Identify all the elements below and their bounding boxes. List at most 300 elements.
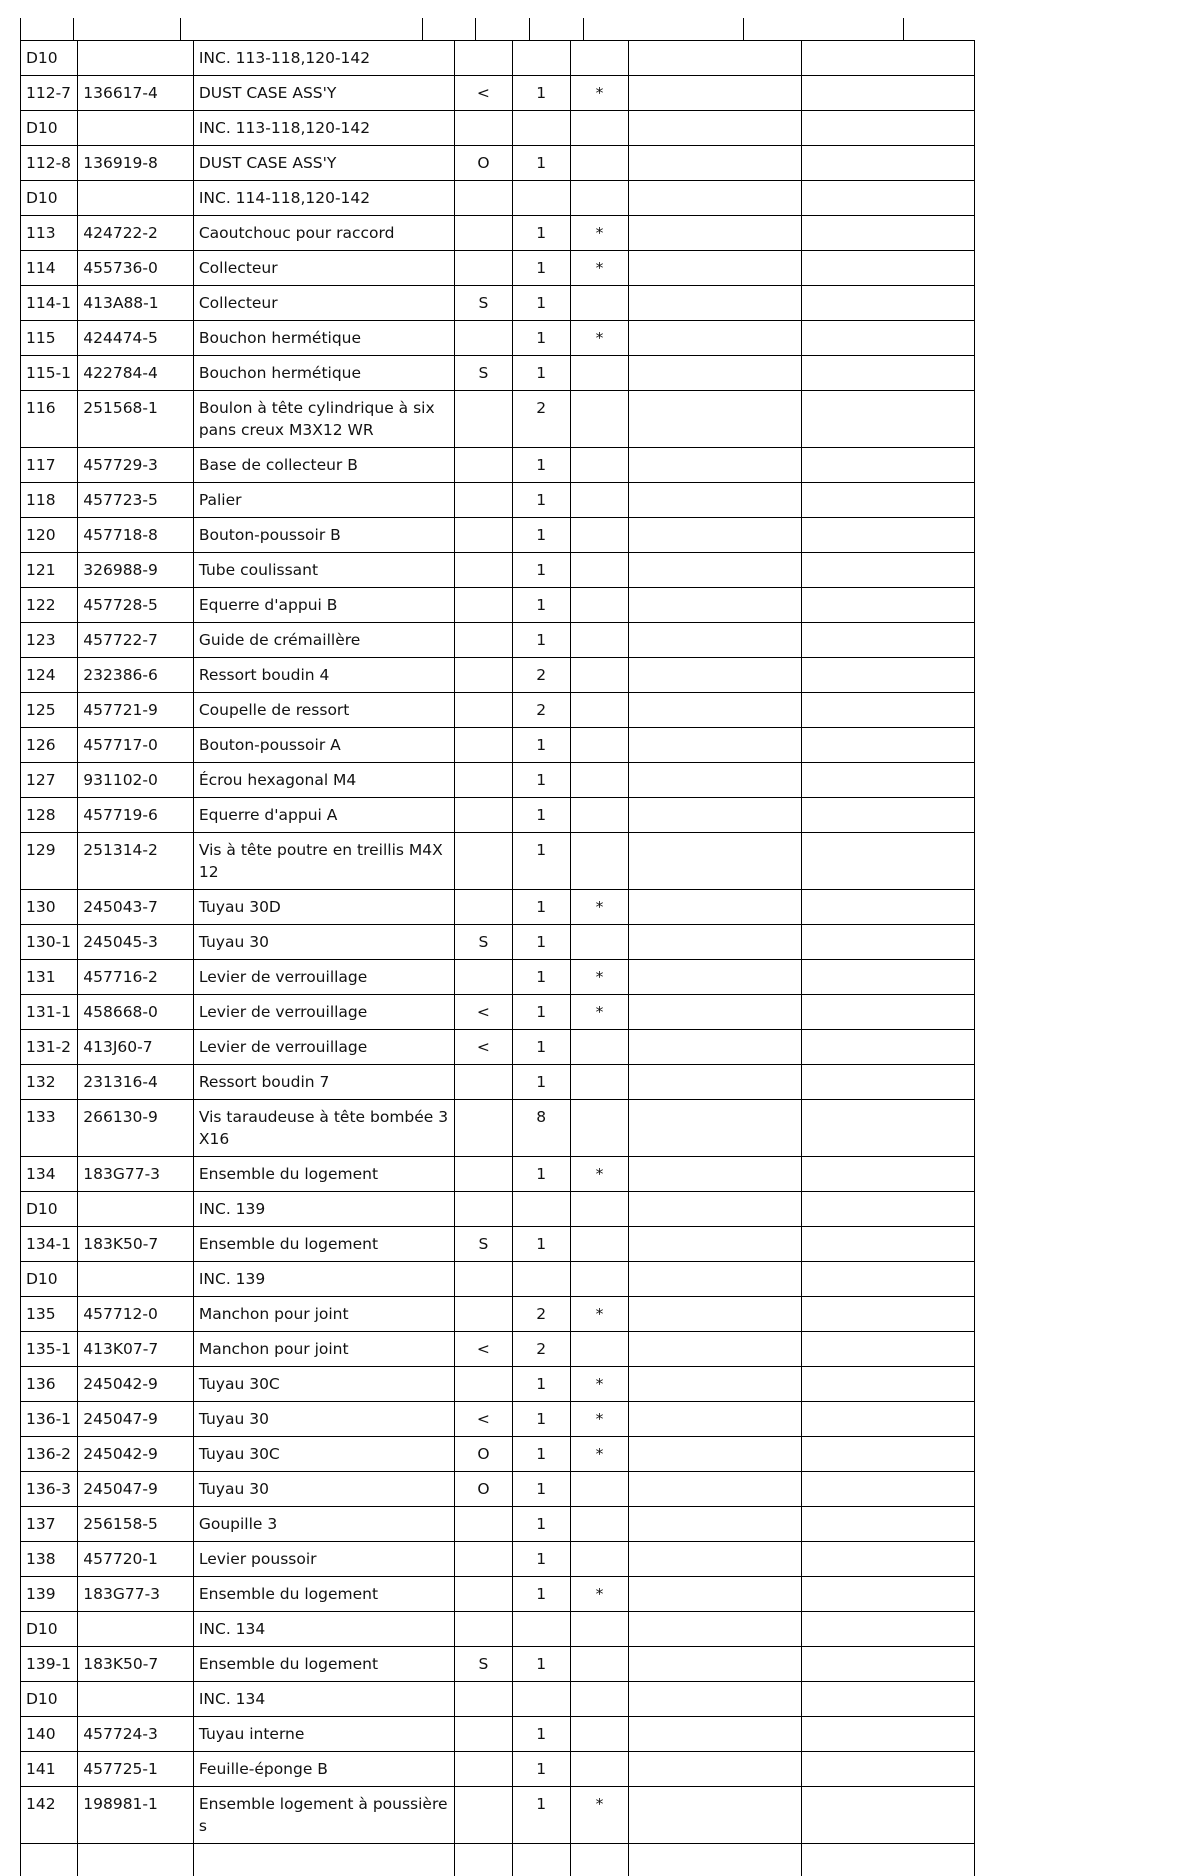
empty-cell — [629, 1612, 802, 1647]
mark-cell: S — [455, 286, 512, 321]
empty-cell — [629, 1030, 802, 1065]
part-number-cell: 458668-0 — [78, 995, 194, 1030]
item-no-cell: 134 — [21, 1157, 78, 1192]
empty-cell — [629, 391, 802, 448]
description-cell: INC. 139 — [193, 1262, 454, 1297]
table-row — [21, 658, 975, 693]
item-no-cell: 141 — [21, 1752, 78, 1787]
part-number-cell — [78, 1262, 194, 1297]
mark-cell: O — [455, 146, 512, 181]
part-number-cell: 457729-3 — [78, 448, 194, 483]
item-no-cell: D10 — [21, 41, 78, 76]
star-cell — [570, 588, 628, 623]
empty-cell — [629, 1297, 802, 1332]
part-number-cell: 231316-4 — [78, 1065, 194, 1100]
table-row — [21, 925, 975, 960]
table-row — [21, 1752, 975, 1787]
description-cell: Base de collecteur B — [193, 448, 454, 483]
table-row — [21, 391, 975, 448]
table-row — [21, 286, 975, 321]
description-cell: Collecteur — [193, 251, 454, 286]
star-cell — [570, 111, 628, 146]
table-row — [21, 1437, 975, 1472]
empty-cell — [802, 483, 975, 518]
empty-cell — [629, 1065, 802, 1100]
mark-cell: S — [455, 1227, 512, 1262]
quantity-cell — [512, 1612, 570, 1647]
table-row — [21, 1065, 975, 1100]
description-cell: Bouchon hermétique — [193, 356, 454, 391]
empty-cell — [21, 1844, 78, 1876]
quantity-cell: 1 — [512, 1752, 570, 1787]
empty-cell — [802, 588, 975, 623]
empty-cell — [802, 1262, 975, 1297]
part-number-cell: 931102-0 — [78, 763, 194, 798]
item-no-cell: 114 — [21, 251, 78, 286]
item-no-cell: D10 — [21, 1192, 78, 1227]
star-cell — [570, 1717, 628, 1752]
star-cell — [570, 391, 628, 448]
mark-cell — [455, 518, 512, 553]
part-number-cell: 457716-2 — [78, 960, 194, 995]
mark-cell: < — [455, 995, 512, 1030]
part-number-cell: 183G77-3 — [78, 1577, 194, 1612]
empty-cell — [629, 1787, 802, 1844]
star-cell — [570, 1100, 628, 1157]
description-cell: DUST CASE ASS'Y — [193, 76, 454, 111]
star-cell — [570, 658, 628, 693]
star-cell — [570, 925, 628, 960]
table-row — [21, 1100, 975, 1157]
item-no-cell: 139-1 — [21, 1647, 78, 1682]
part-number-cell: 422784-4 — [78, 356, 194, 391]
part-number-cell: 457728-5 — [78, 588, 194, 623]
empty-cell — [629, 286, 802, 321]
quantity-cell: 1 — [512, 1717, 570, 1752]
quantity-cell: 1 — [512, 448, 570, 483]
item-no-cell: 137 — [21, 1507, 78, 1542]
empty-cell — [629, 1262, 802, 1297]
item-no-cell: 117 — [21, 448, 78, 483]
item-no-cell: 112-7 — [21, 76, 78, 111]
description-cell: Manchon pour joint — [193, 1332, 454, 1367]
description-cell: Ensemble du logement — [193, 1647, 454, 1682]
item-no-cell: 131 — [21, 960, 78, 995]
table-row — [21, 693, 975, 728]
description-cell: INC. 113-118,120-142 — [193, 111, 454, 146]
empty-cell — [802, 1682, 975, 1717]
empty-cell — [629, 890, 802, 925]
table-row — [21, 728, 975, 763]
part-number-cell — [78, 1682, 194, 1717]
quantity-cell: 1 — [512, 728, 570, 763]
table-row — [21, 1262, 975, 1297]
description-cell: Goupille 3 — [193, 1507, 454, 1542]
table-row — [21, 1682, 975, 1717]
mark-cell — [455, 763, 512, 798]
item-no-cell: 114-1 — [21, 286, 78, 321]
item-no-cell: D10 — [21, 111, 78, 146]
description-cell: Levier poussoir — [193, 1542, 454, 1577]
parts-table — [20, 40, 975, 1876]
star-cell — [570, 448, 628, 483]
empty-cell — [802, 798, 975, 833]
empty-cell — [629, 216, 802, 251]
part-number-cell: 198981-1 — [78, 1787, 194, 1844]
part-number-cell — [78, 111, 194, 146]
description-cell: Bouton-poussoir B — [193, 518, 454, 553]
quantity-cell: 2 — [512, 658, 570, 693]
description-cell: Levier de verrouillage — [193, 995, 454, 1030]
empty-cell — [629, 588, 802, 623]
empty-cell — [802, 693, 975, 728]
part-number-cell: 457718-8 — [78, 518, 194, 553]
part-number-cell: 251568-1 — [78, 391, 194, 448]
empty-cell — [802, 448, 975, 483]
description-cell: Equerre d'appui A — [193, 798, 454, 833]
empty-cell — [802, 623, 975, 658]
star-cell — [570, 1227, 628, 1262]
description-cell: Manchon pour joint — [193, 1297, 454, 1332]
description-cell: Tuyau 30 — [193, 1472, 454, 1507]
item-no-cell: 129 — [21, 833, 78, 890]
empty-cell — [802, 181, 975, 216]
star-cell — [570, 623, 628, 658]
quantity-cell: 1 — [512, 1157, 570, 1192]
empty-cell — [802, 391, 975, 448]
mark-cell — [455, 960, 512, 995]
part-number-cell: 457722-7 — [78, 623, 194, 658]
table-row — [21, 553, 975, 588]
quantity-cell: 1 — [512, 1577, 570, 1612]
mark-cell — [455, 623, 512, 658]
star-cell: * — [570, 1577, 628, 1612]
item-no-cell: 139 — [21, 1577, 78, 1612]
star-cell: * — [570, 1437, 628, 1472]
item-no-cell: 128 — [21, 798, 78, 833]
description-cell: Vis taraudeuse à tête bombée 3X16 — [193, 1100, 454, 1157]
description-cell: Levier de verrouillage — [193, 960, 454, 995]
empty-cell — [802, 1717, 975, 1752]
description-cell: Ensemble du logement — [193, 1577, 454, 1612]
part-number-cell: 245042-9 — [78, 1367, 194, 1402]
table-row — [21, 1332, 975, 1367]
quantity-cell: 1 — [512, 995, 570, 1030]
description-cell: Ressort boudin 7 — [193, 1065, 454, 1100]
description-cell: Feuille-éponge B — [193, 1752, 454, 1787]
description-cell: Tuyau interne — [193, 1717, 454, 1752]
empty-cell — [802, 1787, 975, 1844]
table-row — [21, 448, 975, 483]
item-no-cell: 135-1 — [21, 1332, 78, 1367]
table-row — [21, 833, 975, 890]
empty-cell — [629, 321, 802, 356]
description-cell: Boulon à tête cylindrique à six pans creux M3X12 WR — [193, 391, 454, 448]
mark-cell — [455, 391, 512, 448]
quantity-cell: 1 — [512, 1507, 570, 1542]
table-row — [21, 1192, 975, 1227]
part-number-cell: 326988-9 — [78, 553, 194, 588]
table-row — [21, 623, 975, 658]
description-cell: Levier de verrouillage — [193, 1030, 454, 1065]
table-top-continuation — [20, 18, 975, 40]
empty-cell — [802, 1437, 975, 1472]
quantity-cell: 1 — [512, 763, 570, 798]
star-cell — [570, 1262, 628, 1297]
part-number-cell: 136919-8 — [78, 146, 194, 181]
quantity-cell: 8 — [512, 1100, 570, 1157]
part-number-cell: 251314-2 — [78, 833, 194, 890]
table-row — [21, 1030, 975, 1065]
empty-cell — [629, 833, 802, 890]
item-no-cell: 132 — [21, 1065, 78, 1100]
empty-cell — [802, 518, 975, 553]
mark-cell: S — [455, 1647, 512, 1682]
star-cell — [570, 41, 628, 76]
empty-cell — [802, 216, 975, 251]
star-cell — [570, 1065, 628, 1100]
quantity-cell: 2 — [512, 1297, 570, 1332]
table-row — [21, 1647, 975, 1682]
empty-cell — [629, 1472, 802, 1507]
empty-cell — [629, 623, 802, 658]
description-cell: INC. 139 — [193, 1192, 454, 1227]
description-cell: Tuyau 30 — [193, 925, 454, 960]
empty-cell — [629, 76, 802, 111]
empty-cell — [802, 1612, 975, 1647]
table-row — [21, 41, 975, 76]
mark-cell — [455, 1542, 512, 1577]
empty-cell — [802, 1367, 975, 1402]
mark-cell — [455, 728, 512, 763]
item-no-cell: 116 — [21, 391, 78, 448]
mark-cell — [455, 553, 512, 588]
empty-cell — [193, 1844, 454, 1876]
part-number-cell: 424474-5 — [78, 321, 194, 356]
description-cell: Ensemble du logement — [193, 1157, 454, 1192]
mark-cell — [455, 1787, 512, 1844]
table-row — [21, 1787, 975, 1844]
star-cell: * — [570, 1787, 628, 1844]
quantity-cell — [512, 1682, 570, 1717]
quantity-cell: 1 — [512, 1065, 570, 1100]
mark-cell: S — [455, 925, 512, 960]
part-number-cell: 413K07-7 — [78, 1332, 194, 1367]
empty-cell — [802, 763, 975, 798]
mark-cell — [455, 1262, 512, 1297]
item-no-cell: 136-1 — [21, 1402, 78, 1437]
quantity-cell: 1 — [512, 833, 570, 890]
part-number-cell — [78, 41, 194, 76]
empty-cell — [629, 1682, 802, 1717]
description-cell: Ensemble du logement — [193, 1227, 454, 1262]
star-cell — [570, 356, 628, 391]
star-cell — [570, 181, 628, 216]
description-cell: INC. 114-118,120-142 — [193, 181, 454, 216]
quantity-cell: 1 — [512, 588, 570, 623]
empty-cell — [570, 1844, 628, 1876]
mark-cell: O — [455, 1437, 512, 1472]
empty-cell — [802, 111, 975, 146]
star-cell — [570, 553, 628, 588]
empty-cell — [629, 1157, 802, 1192]
item-no-cell: 115 — [21, 321, 78, 356]
quantity-cell: 1 — [512, 1030, 570, 1065]
empty-cell — [629, 483, 802, 518]
mark-cell — [455, 41, 512, 76]
mark-cell — [455, 693, 512, 728]
part-number-cell: 266130-9 — [78, 1100, 194, 1157]
empty-cell — [629, 111, 802, 146]
mark-cell — [455, 798, 512, 833]
description-cell: INC. 113-118,120-142 — [193, 41, 454, 76]
mark-cell — [455, 1367, 512, 1402]
empty-cell — [802, 286, 975, 321]
empty-cell — [802, 146, 975, 181]
item-no-cell: 115-1 — [21, 356, 78, 391]
mark-cell — [455, 1297, 512, 1332]
part-number-cell: 457725-1 — [78, 1752, 194, 1787]
description-cell: Tuyau 30C — [193, 1437, 454, 1472]
part-number-cell: 183K50-7 — [78, 1227, 194, 1262]
empty-cell — [629, 658, 802, 693]
empty-cell — [629, 1227, 802, 1262]
item-no-cell: 127 — [21, 763, 78, 798]
mark-cell: S — [455, 356, 512, 391]
mark-cell — [455, 483, 512, 518]
mark-cell — [455, 1717, 512, 1752]
quantity-cell: 1 — [512, 251, 570, 286]
item-no-cell: 130-1 — [21, 925, 78, 960]
quantity-cell: 2 — [512, 391, 570, 448]
part-number-cell: 457723-5 — [78, 483, 194, 518]
description-cell: Caoutchouc pour raccord — [193, 216, 454, 251]
mark-cell — [455, 1577, 512, 1612]
table-row — [21, 181, 975, 216]
part-number-cell: 183K50-7 — [78, 1647, 194, 1682]
empty-cell — [802, 1472, 975, 1507]
quantity-cell: 1 — [512, 356, 570, 391]
mark-cell — [455, 1065, 512, 1100]
parts-table-body — [21, 41, 975, 1876]
item-no-cell: 120 — [21, 518, 78, 553]
mark-cell — [455, 1682, 512, 1717]
quantity-cell: 1 — [512, 483, 570, 518]
part-number-cell: 457712-0 — [78, 1297, 194, 1332]
description-cell: Coupelle de ressort — [193, 693, 454, 728]
table-row — [21, 321, 975, 356]
star-cell — [570, 286, 628, 321]
description-cell: Bouchon hermétique — [193, 321, 454, 356]
empty-cell — [802, 251, 975, 286]
table-row — [21, 1367, 975, 1402]
description-cell: Palier — [193, 483, 454, 518]
mark-cell — [455, 1100, 512, 1157]
star-cell — [570, 1647, 628, 1682]
star-cell — [570, 1612, 628, 1647]
mark-cell — [455, 111, 512, 146]
empty-cell — [629, 925, 802, 960]
empty-cell — [802, 658, 975, 693]
item-no-cell: 142 — [21, 1787, 78, 1844]
item-no-cell: 138 — [21, 1542, 78, 1577]
star-cell — [570, 1030, 628, 1065]
star-cell: * — [570, 251, 628, 286]
empty-cell — [629, 995, 802, 1030]
quantity-cell — [512, 181, 570, 216]
star-cell — [570, 1472, 628, 1507]
empty-cell — [802, 76, 975, 111]
star-cell — [570, 798, 628, 833]
mark-cell — [455, 1157, 512, 1192]
mark-cell — [455, 1192, 512, 1227]
item-no-cell: 135 — [21, 1297, 78, 1332]
table-row — [21, 1717, 975, 1752]
empty-cell — [802, 1402, 975, 1437]
item-no-cell: 125 — [21, 693, 78, 728]
part-number-cell: 457720-1 — [78, 1542, 194, 1577]
quantity-cell: 1 — [512, 1647, 570, 1682]
empty-cell — [629, 1192, 802, 1227]
empty-cell — [629, 1542, 802, 1577]
empty-cell — [629, 251, 802, 286]
star-cell — [570, 693, 628, 728]
quantity-cell: 1 — [512, 925, 570, 960]
empty-cell — [629, 1367, 802, 1402]
empty-cell — [802, 925, 975, 960]
part-number-cell: 424722-2 — [78, 216, 194, 251]
table-row — [21, 483, 975, 518]
part-number-cell: 245042-9 — [78, 1437, 194, 1472]
empty-cell — [802, 960, 975, 995]
star-cell: * — [570, 1157, 628, 1192]
quantity-cell: 1 — [512, 553, 570, 588]
table-row — [21, 356, 975, 391]
part-number-cell: 457721-9 — [78, 693, 194, 728]
table-row — [21, 146, 975, 181]
quantity-cell: 1 — [512, 1542, 570, 1577]
star-cell: * — [570, 1367, 628, 1402]
empty-cell — [802, 1192, 975, 1227]
table-row — [21, 960, 975, 995]
description-cell: Guide de crémaillère — [193, 623, 454, 658]
quantity-cell: 2 — [512, 1332, 570, 1367]
description-cell: INC. 134 — [193, 1612, 454, 1647]
quantity-cell: 1 — [512, 518, 570, 553]
empty-cell — [629, 356, 802, 391]
part-number-cell: 183G77-3 — [78, 1157, 194, 1192]
item-no-cell: 124 — [21, 658, 78, 693]
empty-cell — [802, 1065, 975, 1100]
empty-cell — [802, 833, 975, 890]
table-row — [21, 251, 975, 286]
star-cell: * — [570, 960, 628, 995]
description-cell: Equerre d'appui B — [193, 588, 454, 623]
quantity-cell: 1 — [512, 286, 570, 321]
item-no-cell: D10 — [21, 1262, 78, 1297]
mark-cell — [455, 588, 512, 623]
star-cell — [570, 1507, 628, 1542]
quantity-cell: 1 — [512, 146, 570, 181]
empty-cell — [802, 1542, 975, 1577]
table-row — [21, 1157, 975, 1192]
quantity-cell — [512, 111, 570, 146]
empty-cell — [802, 1332, 975, 1367]
item-no-cell: 131-1 — [21, 995, 78, 1030]
table-row — [21, 111, 975, 146]
empty-cell — [629, 1332, 802, 1367]
empty-cell — [629, 1437, 802, 1472]
